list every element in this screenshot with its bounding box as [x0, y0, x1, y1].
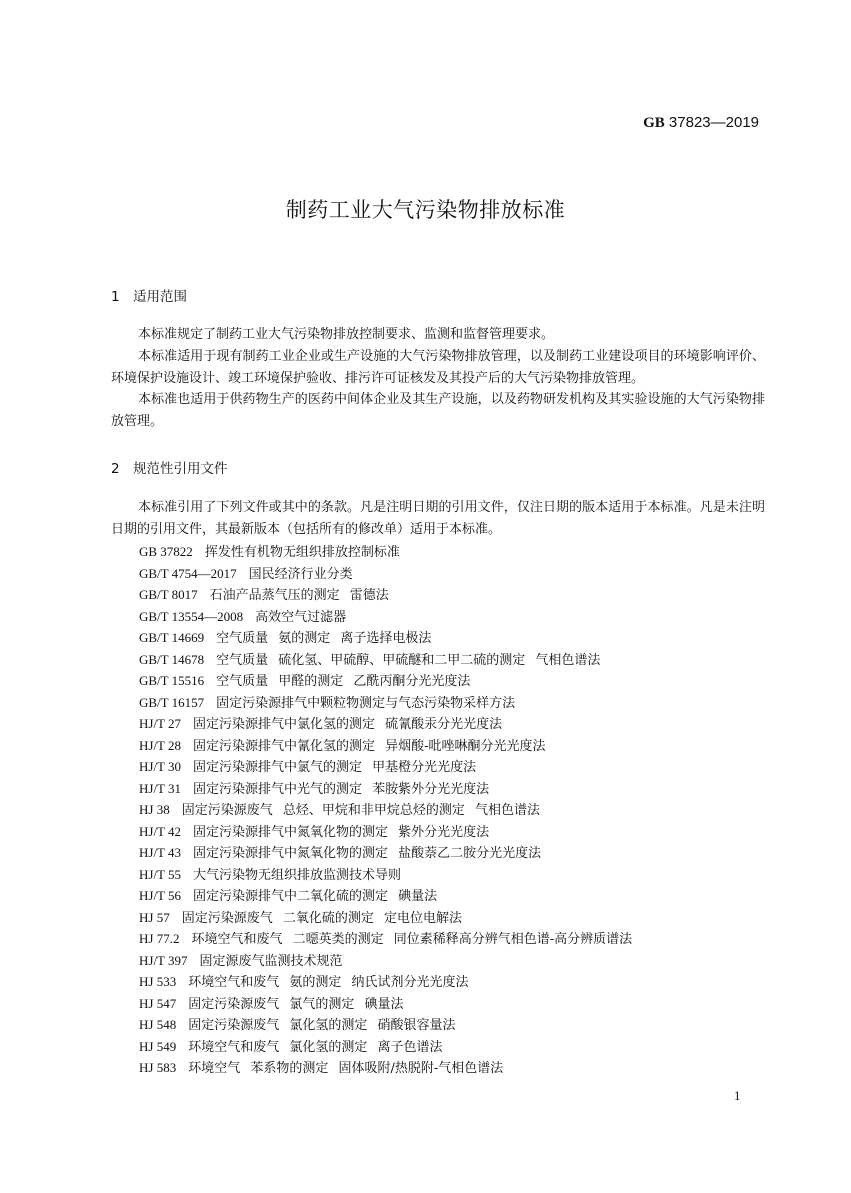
- reference-item: [139, 1036, 632, 1058]
- reference-title: 固定源废气监测技术规范: [199, 953, 343, 969]
- standard-number: 37823—2019: [664, 114, 759, 131]
- reference-code: HJ 549: [139, 1038, 177, 1054]
- reference-list: [139, 541, 632, 1079]
- reference-item: [139, 670, 632, 692]
- reference-item: [139, 692, 632, 714]
- section-heading-references: [111, 457, 228, 477]
- reference-title: 固定污染源排气中二氧化硫的测定 碘量法: [193, 889, 438, 904]
- reference-item: [139, 541, 632, 563]
- reference-item: [139, 735, 632, 757]
- reference-title: 大气污染物无组织排放监测技术导则: [193, 867, 402, 883]
- page-number: 1: [734, 1088, 741, 1103]
- reference-code: HJ 583: [139, 1060, 177, 1075]
- reference-item: [139, 907, 632, 929]
- reference-code: GB/T 15516: [139, 673, 205, 688]
- reference-title: 固定污染源排气中氯气的测定 甲基橙分光光度法: [193, 760, 477, 775]
- section-number: 2: [111, 461, 120, 477]
- reference-item: [139, 1014, 632, 1036]
- reference-code: HJ/T 31: [139, 780, 182, 796]
- reference-item: [139, 1057, 632, 1079]
- reference-code: HJ/T 30: [139, 759, 182, 774]
- reference-title: 环境空气 苯系物的测定 固体吸附/热脱附-气相色谱法: [188, 1061, 504, 1076]
- scope-paragraph-2: 本标准适用于现有制药工业企业或生产设施的大气污染物排放管理，以及制药工业建设项目的环境影响评价、环境保护设施设计、竣工环境保护验收、排污许可证核发及其投产后的大气污染物排放管理。: [111, 349, 765, 386]
- reference-item: [139, 993, 632, 1015]
- reference-code: GB/T 8017: [139, 587, 198, 602]
- reference-item: [139, 606, 632, 628]
- reference-title: 石油产品蒸气压的测定 雷德法: [209, 588, 389, 603]
- reference-title: 固定污染源排气中氮氧化物的测定 紫外分光光度法: [193, 824, 490, 840]
- reference-title: 固定污染源废气 氯化氢的测定 硝酸银容量法: [188, 1018, 456, 1033]
- document-title: 制药工业大气污染物排放标准: [285, 198, 566, 222]
- reference-code: GB/T 14669: [139, 630, 205, 645]
- reference-item: [139, 821, 632, 843]
- reference-code: HJ/T 397: [139, 952, 188, 968]
- reference-title: 空气质量 硫化氢、甲硫醇、甲硫醚和二甲二硫的测定 气相色谱法: [216, 652, 601, 668]
- reference-item: [139, 584, 632, 606]
- reference-code: HJ/T 43: [139, 845, 182, 860]
- reference-title: 空气质量 氨的测定 离子选择电极法: [216, 631, 432, 646]
- standard-code: [643, 114, 759, 132]
- reference-title: 环境空气和废气 二噁英类的测定 同位素稀释高分辨气相色谱-高分辨质谱法: [191, 932, 633, 947]
- reference-item: [139, 627, 632, 649]
- reference-title: 固定污染源排气中光气的测定 苯胺紫外分光光度法: [193, 781, 490, 797]
- reference-code: HJ 547: [139, 995, 177, 1011]
- reference-code: GB/T 16157: [139, 694, 205, 710]
- reference-code: GB/T 4754—2017: [139, 565, 237, 581]
- reference-item: [139, 756, 632, 778]
- reference-item: [139, 971, 632, 993]
- standard-prefix: GB: [643, 115, 665, 131]
- reference-code: HJ/T 28: [139, 737, 182, 753]
- reference-code: GB/T 14678: [139, 651, 205, 667]
- reference-title: 固定污染源排气中颗粒物测定与气态污染物采样方法: [216, 695, 516, 711]
- reference-code: HJ 533: [139, 974, 177, 989]
- reference-item: [139, 778, 632, 800]
- reference-code: HJ/T 42: [139, 823, 182, 839]
- reference-code: HJ/T 27: [139, 716, 182, 731]
- reference-item: [139, 842, 632, 864]
- section-title: 适用范围: [133, 289, 187, 305]
- reference-code: HJ 77.2: [139, 931, 180, 946]
- reference-title: 固定污染源排气中氮氧化物的测定 盐酸萘乙二胺分光光度法: [193, 846, 542, 861]
- reference-code: GB/T 13554—2008: [139, 608, 244, 624]
- reference-title: 挥发性有机物无组织排放控制标准: [204, 545, 400, 560]
- reference-title: 固定污染源排气中氯化氢的测定 硫氰酸汞分光光度法: [193, 717, 503, 732]
- reference-item: [139, 950, 632, 972]
- reference-title: 环境空气和废气 氨的测定 纳氏试剂分光光度法: [188, 975, 469, 990]
- section-heading-scope: [111, 285, 187, 305]
- reference-title: 国民经济行业分类: [248, 566, 353, 582]
- reference-code: HJ 57: [139, 909, 170, 925]
- reference-item: [139, 649, 632, 671]
- references-intro: 本标准引用了下列文件或其中的条款。凡是注明日期的引用文件，仅注日期的版本适用于本标准。凡是未注明日期的引用文件，其最新版本（包括所有的修改单）适用于本标准。: [111, 500, 765, 537]
- reference-code: HJ 38: [139, 802, 170, 817]
- reference-item: [139, 563, 632, 585]
- reference-title: 固定污染源废气 氯气的测定 碘量法: [188, 996, 404, 1012]
- reference-code: HJ/T 55: [139, 866, 182, 882]
- reference-title: 环境空气和废气 氯化氢的测定 离子色谱法: [188, 1039, 443, 1055]
- reference-item: [139, 885, 632, 907]
- scope-paragraph-3: 本标准也适用于供药物生产的医药中间体企业及其生产设施，以及药物研发机构及其实验设施的大气污染物排放管理。: [111, 392, 765, 429]
- reference-title: 固定污染源废气 总烃、甲烷和非甲烷总烃的测定 气相色谱法: [181, 803, 540, 818]
- reference-item: [139, 713, 632, 735]
- reference-title: 固定污染源排气中氰化氢的测定 异烟酸-吡唑啉酮分光光度法: [193, 738, 546, 754]
- scope-paragraph-1: 本标准规定了制药工业大气污染物排放控制要求、监测和监督管理要求。: [138, 327, 555, 342]
- reference-title: 高效空气过滤器: [255, 609, 347, 625]
- reference-item: [139, 928, 632, 950]
- reference-item: [139, 799, 632, 821]
- reference-code: GB 37822: [139, 544, 193, 559]
- reference-code: HJ/T 56: [139, 888, 182, 903]
- reference-item: [139, 864, 632, 886]
- reference-title: 空气质量 甲醛的测定 乙酰丙酮分光光度法: [216, 674, 471, 689]
- reference-code: HJ 548: [139, 1017, 177, 1032]
- reference-title: 固定污染源废气 二氧化硫的测定 定电位电解法: [181, 910, 462, 926]
- section-title: 规范性引用文件: [133, 461, 228, 477]
- section-number: 1: [111, 289, 120, 305]
